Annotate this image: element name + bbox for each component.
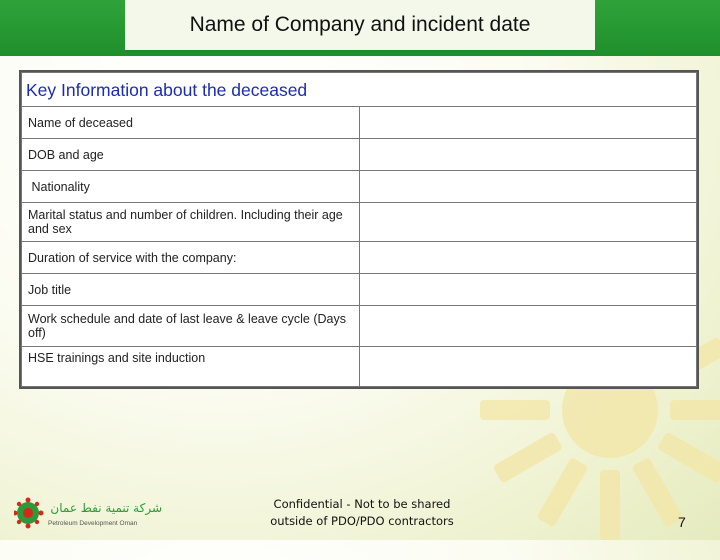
title-bar [0,0,720,56]
row-label: Name of deceased [22,107,360,139]
pdo-emblem-icon [14,498,44,529]
table-row [22,242,697,274]
deceased-info-table [19,70,699,389]
footer-line-2: outside of PDO/PDO contractors [270,514,454,528]
table-row [22,139,697,171]
row-value[interactable] [359,347,697,387]
row-value[interactable] [359,171,697,203]
page-number: 7 [678,514,686,530]
table-row [22,306,697,347]
slide-title: Name of Company and incident date [125,0,595,50]
confidentiality-note [262,496,462,530]
table-row [22,347,697,387]
row-value[interactable] [359,139,697,171]
row-label: HSE trainings and site induction [22,347,360,387]
table-header-row [22,73,697,107]
row-value[interactable] [359,203,697,242]
row-label: Work schedule and date of last leave & leave cycle (Days off) [22,306,360,347]
table-row [22,107,697,139]
row-value[interactable] [359,306,697,347]
table-row [22,274,697,306]
row-label: Marital status and number of children. Including their age and sex [22,203,360,242]
table-header: Key Information about the deceased [22,73,697,107]
row-value[interactable] [359,242,697,274]
row-label: Duration of service with the company: [22,242,360,274]
row-label: Nationality [22,171,360,203]
row-label: DOB and age [22,139,360,171]
row-value[interactable] [359,274,697,306]
row-value[interactable] [359,107,697,139]
table-row [22,171,697,203]
footer-line-1: Confidential - Not to be shared [273,497,451,511]
row-label: Job title [22,274,360,306]
logo-arabic-text: شركة تنمية نفط عمان [50,501,162,515]
logo-english-text: Petroleum Development Oman [48,520,138,527]
table-row [22,203,697,242]
pdo-logo [14,497,174,531]
